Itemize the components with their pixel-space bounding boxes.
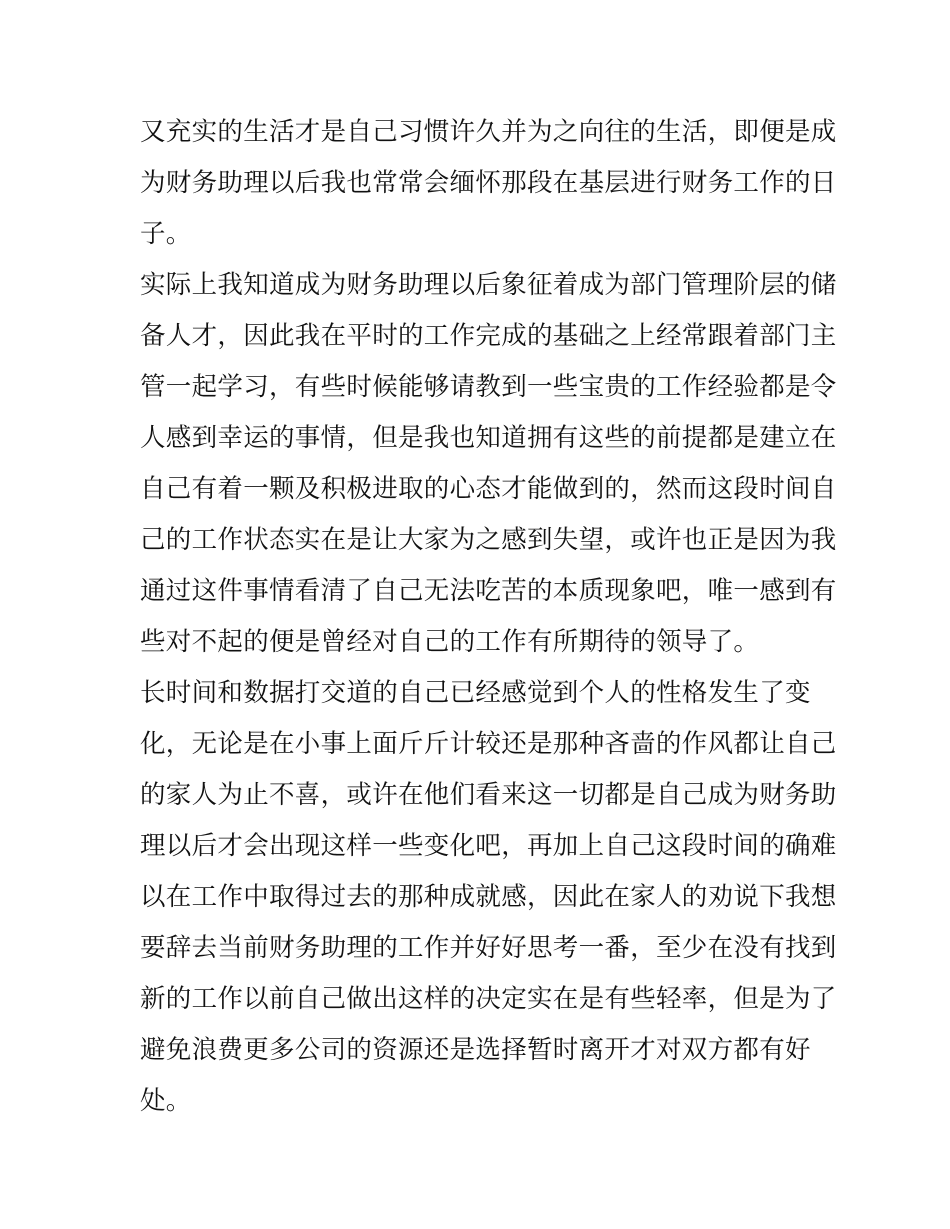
text-line: 些对不起的便是曾经对自己的工作有所期待的领导了。: [140, 627, 760, 657]
text-line: 要辞去当前财务助理的工作并好好思考一番，至少在没有找到: [140, 933, 837, 963]
text-line: 备人才，因此我在平时的工作完成的基础之上经常跟着部门主: [140, 321, 837, 351]
text-line: 的家人为止不喜，或许在他们看来这一切都是自己成为财务助: [140, 780, 837, 810]
paragraph-1: [140, 107, 837, 260]
text-line: 避免浪费更多公司的资源还是选择暂时离开才对双方都有好: [140, 1035, 811, 1065]
text-line: 己的工作状态实在是让大家为之感到失望，或许也正是因为我: [140, 525, 837, 555]
paragraph-3: [140, 668, 837, 1127]
text-line: 新的工作以前自己做出这样的决定实在是有些轻率，但是为了: [140, 984, 837, 1014]
text-line: 又充实的生活才是自己习惯许久并为之向往的生活，即便是成: [140, 117, 837, 147]
text-line: 化，无论是在小事上面斤斤计较还是那种吝啬的作风都让自己: [140, 729, 837, 759]
text-line: 通过这件事情看清了自己无法吃苦的本质现象吧，唯一感到有: [140, 576, 837, 606]
text-line: 管一起学习，有些时候能够请教到一些宝贵的工作经验都是令: [140, 372, 837, 402]
paragraph-2: [140, 260, 837, 668]
text-line: 子。: [140, 219, 192, 249]
text-line: 自己有着一颗及积极进取的心态才能做到的，然而这段时间自: [140, 474, 837, 504]
text-line: 长时间和数据打交道的自己已经感觉到个人的性格发生了变: [140, 678, 811, 708]
text-line: 理以后才会出现这样一些变化吧，再加上自己这段时间的确难: [140, 831, 837, 861]
text-line: 以在工作中取得过去的那种成就感，因此在家人的劝说下我想: [140, 882, 837, 912]
text-line: 处。: [140, 1086, 192, 1116]
text-line: 人感到幸运的事情，但是我也知道拥有这些的前提都是建立在: [140, 423, 837, 453]
text-line: 实际上我知道成为财务助理以后象征着成为部门管理阶层的储: [140, 270, 837, 300]
document-body: [140, 107, 837, 1127]
text-line: 为财务助理以后我也常常会缅怀那段在基层进行财务工作的日: [140, 168, 837, 198]
